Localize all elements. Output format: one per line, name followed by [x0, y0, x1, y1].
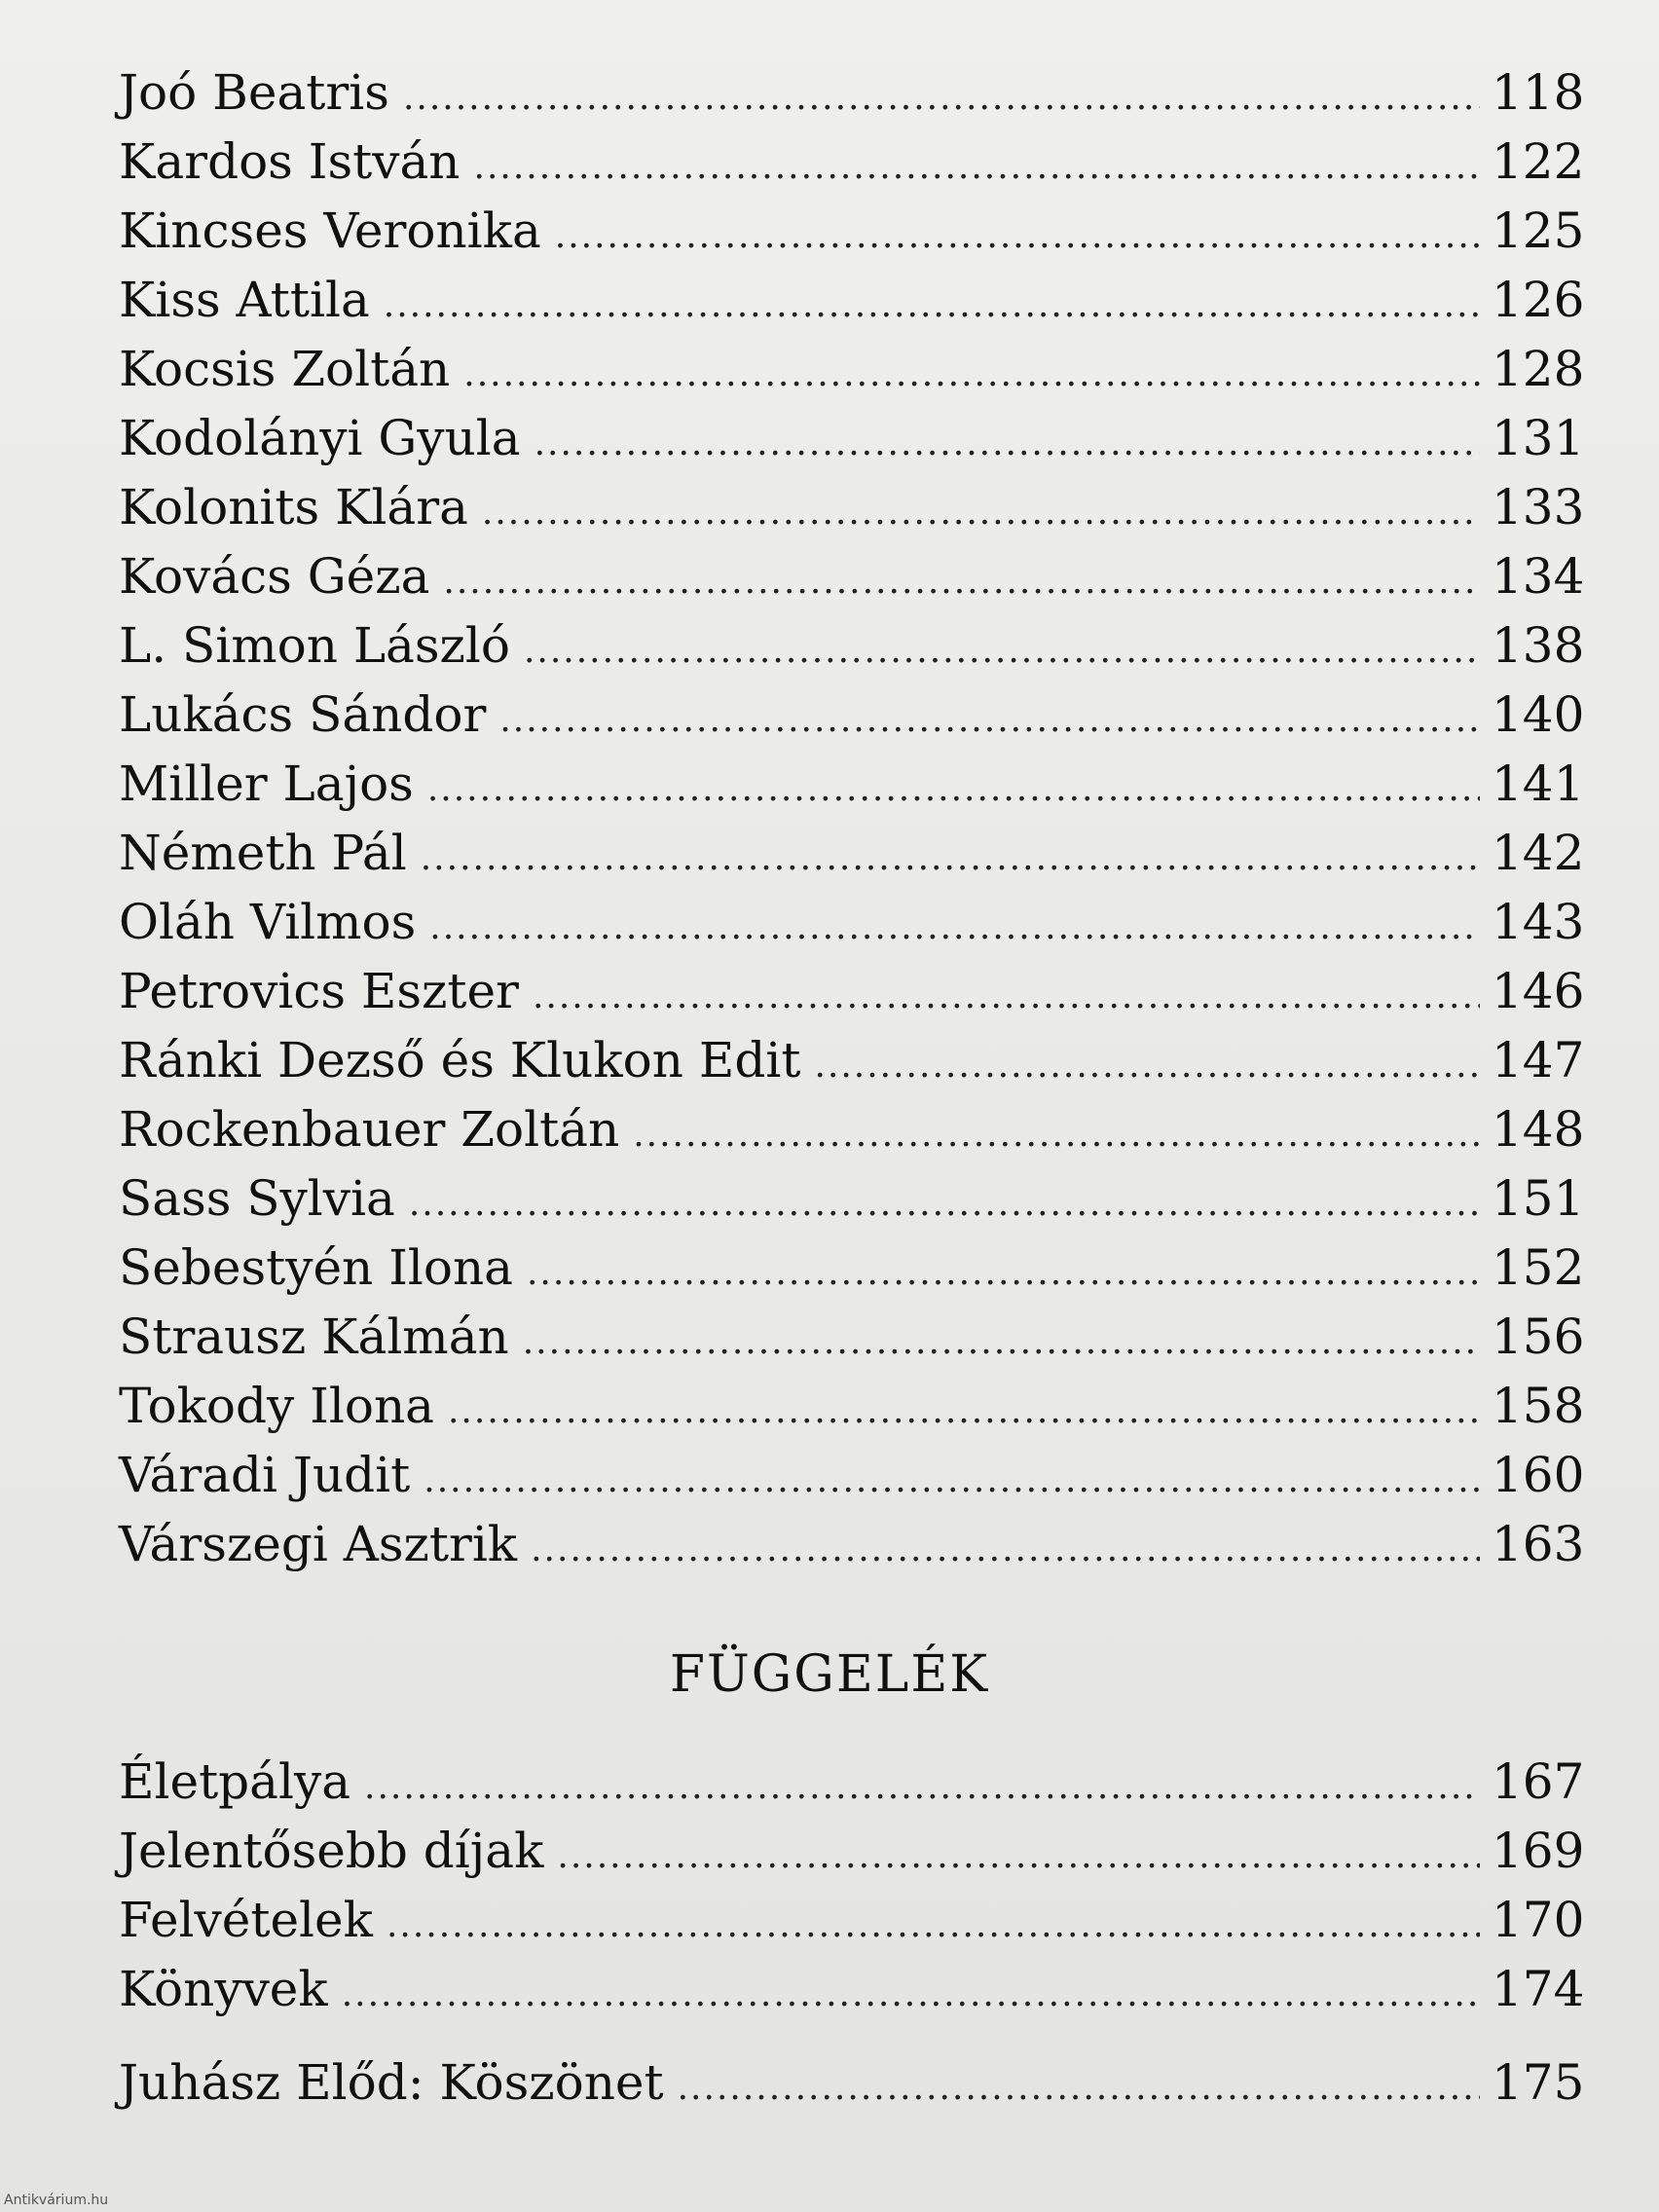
toc-entry: [119, 1234, 1585, 1303]
toc-entry-title: Kolonits Klára: [119, 479, 468, 535]
toc-entry-page: 118: [1492, 64, 1585, 121]
dot-leader: [463, 340, 1480, 409]
toc-entry-page: 147: [1492, 1032, 1585, 1088]
toc-entry-page: 125: [1492, 203, 1585, 259]
toc-entry-page: 146: [1492, 963, 1585, 1019]
toc-entry: [119, 681, 1585, 750]
toc-entry-title: Sass Sylvia: [119, 1170, 395, 1227]
toc-entry-page: 160: [1492, 1447, 1585, 1503]
dot-leader: [527, 1238, 1480, 1308]
dot-leader: [555, 202, 1480, 271]
dot-leader: [427, 755, 1480, 824]
watermark: Antikvárium.hu: [4, 2193, 109, 2208]
toc-entry-page: 169: [1492, 1823, 1585, 1879]
toc-entry-title: Petrovics Eszter: [119, 963, 519, 1019]
dot-leader: [387, 1891, 1480, 1960]
toc-entry: [119, 1817, 1585, 1886]
toc-entry-title: Juhász Előd: Köszönet: [119, 2054, 664, 2111]
toc-entry-page: 133: [1492, 479, 1585, 535]
toc-entry-page: 128: [1492, 341, 1585, 397]
toc-entry-title: Várszegi Asztrik: [119, 1516, 518, 1572]
toc-entry-title: Kiss Attila: [119, 272, 370, 328]
toc-entry-page: 148: [1492, 1101, 1585, 1158]
toc-entry-title: Kodolányi Gyula: [119, 410, 521, 466]
dot-leader: [448, 1377, 1480, 1446]
toc-entry-title: Könyvek: [119, 1961, 328, 2017]
toc-entry-page: 152: [1492, 1239, 1585, 1296]
toc-entry: [119, 1164, 1585, 1234]
toc-entry-page: 134: [1492, 548, 1585, 605]
toc-entry-title: L. Simon László: [119, 617, 510, 674]
toc-entry-page: 122: [1492, 133, 1585, 190]
appendix-heading: FÜGGELÉK: [669, 1645, 990, 1704]
toc-entry-page: 126: [1492, 272, 1585, 328]
toc-entry: [119, 197, 1585, 266]
toc-entry: [119, 1095, 1585, 1164]
toc-entry-title: Váradi Judit: [119, 1447, 411, 1503]
toc-entry: [119, 750, 1585, 819]
toc-entry-page: 140: [1492, 686, 1585, 743]
toc-entry-page: 141: [1492, 756, 1585, 812]
dot-leader: [633, 1100, 1480, 1169]
toc-entry-page: 175: [1492, 2054, 1585, 2111]
dot-leader: [531, 1515, 1480, 1584]
toc-entry: [119, 1510, 1585, 1579]
toc-entry-title: Miller Lajos: [119, 756, 414, 812]
dot-leader: [403, 63, 1480, 132]
dot-leader: [524, 616, 1480, 685]
toc-entry: [119, 957, 1585, 1026]
toc-entry-title: Oláh Vilmos: [119, 894, 417, 950]
toc-entry-title: Kocsis Zoltán: [119, 341, 451, 397]
appendix-contents: [119, 1748, 1585, 2118]
toc-entry-title: Rockenbauer Zoltán: [119, 1101, 620, 1158]
toc-entry: [119, 1955, 1585, 2024]
toc-entry-title: Ránki Dezső és Klukon Edit: [119, 1032, 801, 1088]
toc-entry-title: Jelentősebb díjak: [119, 1823, 544, 1879]
toc-entry-title: Joó Beatris: [119, 64, 389, 121]
toc-entry: [119, 128, 1585, 197]
dot-leader: [535, 409, 1480, 478]
dot-leader: [814, 1031, 1480, 1100]
dot-leader: [364, 1752, 1480, 1822]
toc-entry: [119, 542, 1585, 611]
toc-entry: [119, 888, 1585, 957]
dot-leader: [474, 132, 1481, 202]
toc-entry: [119, 819, 1585, 888]
toc-entry: [119, 1026, 1585, 1095]
toc-entry: [119, 473, 1585, 542]
toc-entry-page: 170: [1492, 1892, 1585, 1948]
toc-entry-title: Lukács Sándor: [119, 686, 487, 743]
toc-entry: [119, 1372, 1585, 1441]
toc-entry-page: 143: [1492, 894, 1585, 950]
toc-entry-title: Németh Pál: [119, 825, 407, 881]
dot-leader: [429, 893, 1480, 962]
dot-leader: [533, 962, 1480, 1031]
toc-entry: [119, 1303, 1585, 1372]
toc-entry-page: 174: [1492, 1961, 1585, 2017]
table-of-contents: [119, 58, 1585, 1579]
dot-leader: [482, 478, 1480, 547]
toc-entry-title: Tokody Ilona: [119, 1378, 434, 1434]
toc-entry-page: 167: [1492, 1753, 1585, 1810]
toc-entry-page: 151: [1492, 1170, 1585, 1227]
toc-entry-page: 138: [1492, 617, 1585, 674]
dot-leader: [443, 547, 1480, 616]
dot-leader: [678, 2053, 1480, 2122]
toc-entry: [119, 1748, 1585, 1817]
toc-entry: [119, 266, 1585, 335]
dot-leader: [424, 1446, 1480, 1515]
toc-entry-page: 142: [1492, 825, 1585, 881]
toc-entry: [119, 58, 1585, 128]
toc-entry: [119, 1441, 1585, 1510]
toc-entry: [119, 404, 1585, 473]
toc-entry: [119, 1886, 1585, 1955]
toc-entry-title: Kovács Géza: [119, 548, 430, 605]
toc-entry-title: Kincses Veronika: [119, 203, 541, 259]
dot-leader: [557, 1822, 1480, 1891]
toc-entry-thanks: [119, 2048, 1585, 2118]
dot-leader: [342, 1960, 1480, 2029]
toc-entry: [119, 611, 1585, 681]
dot-leader: [409, 1169, 1480, 1238]
dot-leader: [421, 824, 1480, 893]
toc-entry-title: Strausz Kálmán: [119, 1309, 509, 1365]
dot-leader: [384, 271, 1480, 340]
toc-entry-page: 156: [1492, 1309, 1585, 1365]
toc-entry-title: Életpálya: [119, 1753, 351, 1810]
toc-entry-title: Kardos István: [119, 133, 461, 190]
toc-entry-title: Sebestyén Ilona: [119, 1239, 513, 1296]
toc-entry-page: 131: [1492, 410, 1585, 466]
toc-entry: [119, 335, 1585, 404]
toc-entry-page: 158: [1492, 1378, 1585, 1434]
toc-entry-page: 163: [1492, 1516, 1585, 1572]
dot-leader: [499, 685, 1480, 755]
toc-entry-title: Felvételek: [119, 1892, 373, 1948]
dot-leader: [523, 1308, 1480, 1377]
